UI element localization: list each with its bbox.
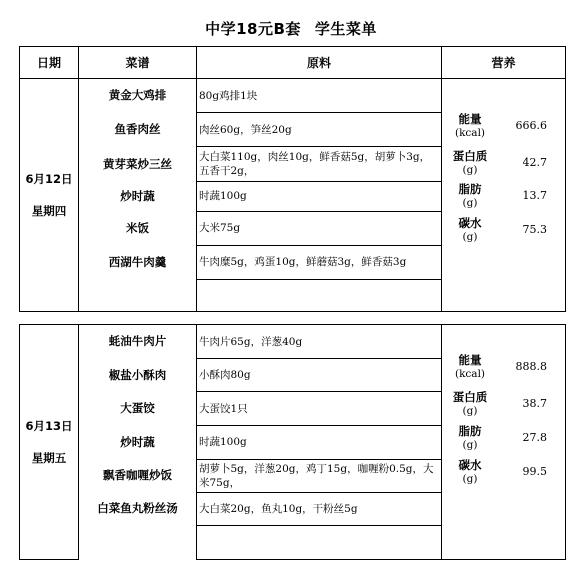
nutrition-unit: (kcal)	[454, 368, 486, 380]
nutrition-label-block	[450, 424, 490, 452]
dish-cell	[79, 459, 197, 492]
nutrition-label: 脂肪	[458, 182, 482, 196]
menu-table	[19, 46, 566, 560]
dish-name: 黄金大鸡排	[108, 88, 167, 103]
date-cell	[20, 79, 79, 312]
nutrition-label-block	[450, 458, 490, 486]
dish-cell	[79, 147, 197, 182]
nutrition-label: 蛋白质	[452, 149, 488, 163]
nutrition-value: 38.7	[522, 397, 547, 410]
dish-name: 炒时蔬	[120, 188, 155, 203]
separator-cell	[20, 312, 566, 325]
dish-name: 蚝油牛肉片	[108, 334, 167, 349]
nutrition-label: 蛋白质	[452, 390, 488, 404]
ingredients-cell: 大白菜20g，鱼丸10g，干粉丝5g	[197, 492, 442, 525]
day-separator	[20, 312, 566, 325]
dish-cell	[79, 245, 197, 279]
dish-cell	[79, 79, 197, 113]
nutrition-unit: (kcal)	[454, 127, 486, 139]
nutrition-item	[450, 216, 547, 246]
header-date: 日期	[20, 47, 79, 79]
nutrition-label: 能量	[458, 353, 482, 367]
ingredients-cell	[197, 279, 442, 311]
header-recipe: 菜谱	[79, 47, 197, 79]
dish-cell	[79, 525, 197, 559]
date-label: 6月12日	[25, 172, 73, 186]
nutrition-unit: (g)	[462, 439, 478, 451]
nutrition-item	[450, 182, 547, 212]
day-block	[20, 79, 566, 312]
table-row	[20, 79, 566, 113]
nutrition-label-block	[450, 390, 490, 418]
ingredients-cell: 牛肉糜5g，鸡蛋10g，鲜蘑菇3g，鲜香菇3g	[197, 245, 442, 279]
weekday-label: 星期四	[31, 204, 67, 218]
nutrition-value: 27.8	[522, 431, 547, 444]
nutrition-label-block	[450, 353, 490, 381]
dish-name: 鱼香肉丝	[114, 122, 161, 137]
menu-subtitle: 学生菜单	[314, 20, 377, 38]
dish-cell	[79, 279, 197, 311]
nutrition-item	[450, 112, 547, 142]
ingredients-cell: 牛肉片65g，洋葱40g	[197, 325, 442, 359]
nutrition-item	[450, 424, 547, 454]
nutrition-label: 碳水	[458, 216, 482, 230]
ingredients-cell: 大米75g	[197, 211, 442, 245]
ingredients-cell: 时蔬100g	[197, 426, 442, 459]
ingredients-cell	[197, 525, 442, 559]
dish-cell	[79, 426, 197, 459]
dish-cell	[79, 359, 197, 392]
nutrition-value: 888.8	[515, 360, 547, 373]
dish-name: 黄芽菜炒三丝	[103, 156, 172, 171]
dish-name: 米饭	[126, 220, 149, 235]
nutrition-label: 能量	[458, 112, 482, 126]
dish-name: 西湖牛肉羹	[108, 254, 167, 269]
nutrition-value: 666.6	[515, 119, 547, 132]
weekday-label: 星期五	[31, 451, 67, 465]
dish-name: 飘香咖喱炒饭	[103, 468, 172, 483]
nutrition-label: 碳水	[458, 458, 482, 472]
dish-cell	[79, 211, 197, 245]
nutrition-item	[450, 390, 547, 420]
nutrition-cell	[442, 325, 566, 560]
ingredients-cell: 80g鸡排1块	[197, 79, 442, 113]
dish-name: 大蛋饺	[120, 401, 155, 416]
nutrition-value: 42.7	[522, 156, 547, 169]
date-label: 6月13日	[25, 419, 73, 433]
nutrition-unit: (g)	[462, 473, 478, 485]
nutrition-label: 脂肪	[458, 424, 482, 438]
day-block	[20, 325, 566, 560]
dish-cell	[79, 182, 197, 211]
dish-cell	[79, 113, 197, 147]
page-title	[0, 18, 582, 39]
header-ingredients: 原料	[197, 47, 442, 79]
nutrition-label-block	[450, 149, 490, 177]
ingredients-cell: 小酥肉80g	[197, 359, 442, 392]
nutrition-item	[450, 353, 547, 383]
ingredients-cell: 胡萝卜5g，洋葱20g，鸡丁15g，咖喱粉0.5g，大米75g，	[197, 459, 442, 492]
dish-name: 炒时蔬	[120, 434, 155, 449]
nutrition-unit: (g)	[462, 164, 478, 176]
nutrition-unit: (g)	[462, 197, 478, 209]
dish-name: 椒盐小酥肉	[108, 367, 167, 382]
nutrition-item	[450, 149, 547, 179]
date-cell	[20, 325, 79, 560]
header-row	[20, 47, 566, 79]
menu-title: 中学18元B套	[205, 20, 301, 38]
ingredients-cell: 大白菜110g，肉丝10g，鲜香菇5g，胡萝卜3g，五香干2g，	[197, 147, 442, 182]
ingredients-cell: 大蛋饺1只	[197, 392, 442, 426]
ingredients-cell: 肉丝60g，笋丝20g	[197, 113, 442, 147]
header-nutrition: 营养	[442, 47, 566, 79]
dish-cell	[79, 392, 197, 426]
dish-cell	[79, 325, 197, 359]
table-row	[20, 325, 566, 359]
dish-name: 白菜鱼丸粉丝汤	[97, 501, 178, 516]
nutrition-value: 13.7	[522, 189, 547, 202]
nutrition-label-block	[450, 112, 490, 140]
ingredients-cell: 时蔬100g	[197, 182, 442, 211]
nutrition-cell	[442, 79, 566, 312]
nutrition-unit: (g)	[462, 405, 478, 417]
nutrition-unit: (g)	[462, 231, 478, 243]
nutrition-value: 75.3	[522, 223, 547, 236]
dish-cell	[79, 492, 197, 525]
nutrition-label-block	[450, 182, 490, 210]
nutrition-item	[450, 458, 547, 488]
nutrition-value: 99.5	[522, 465, 547, 478]
nutrition-label-block	[450, 216, 490, 244]
